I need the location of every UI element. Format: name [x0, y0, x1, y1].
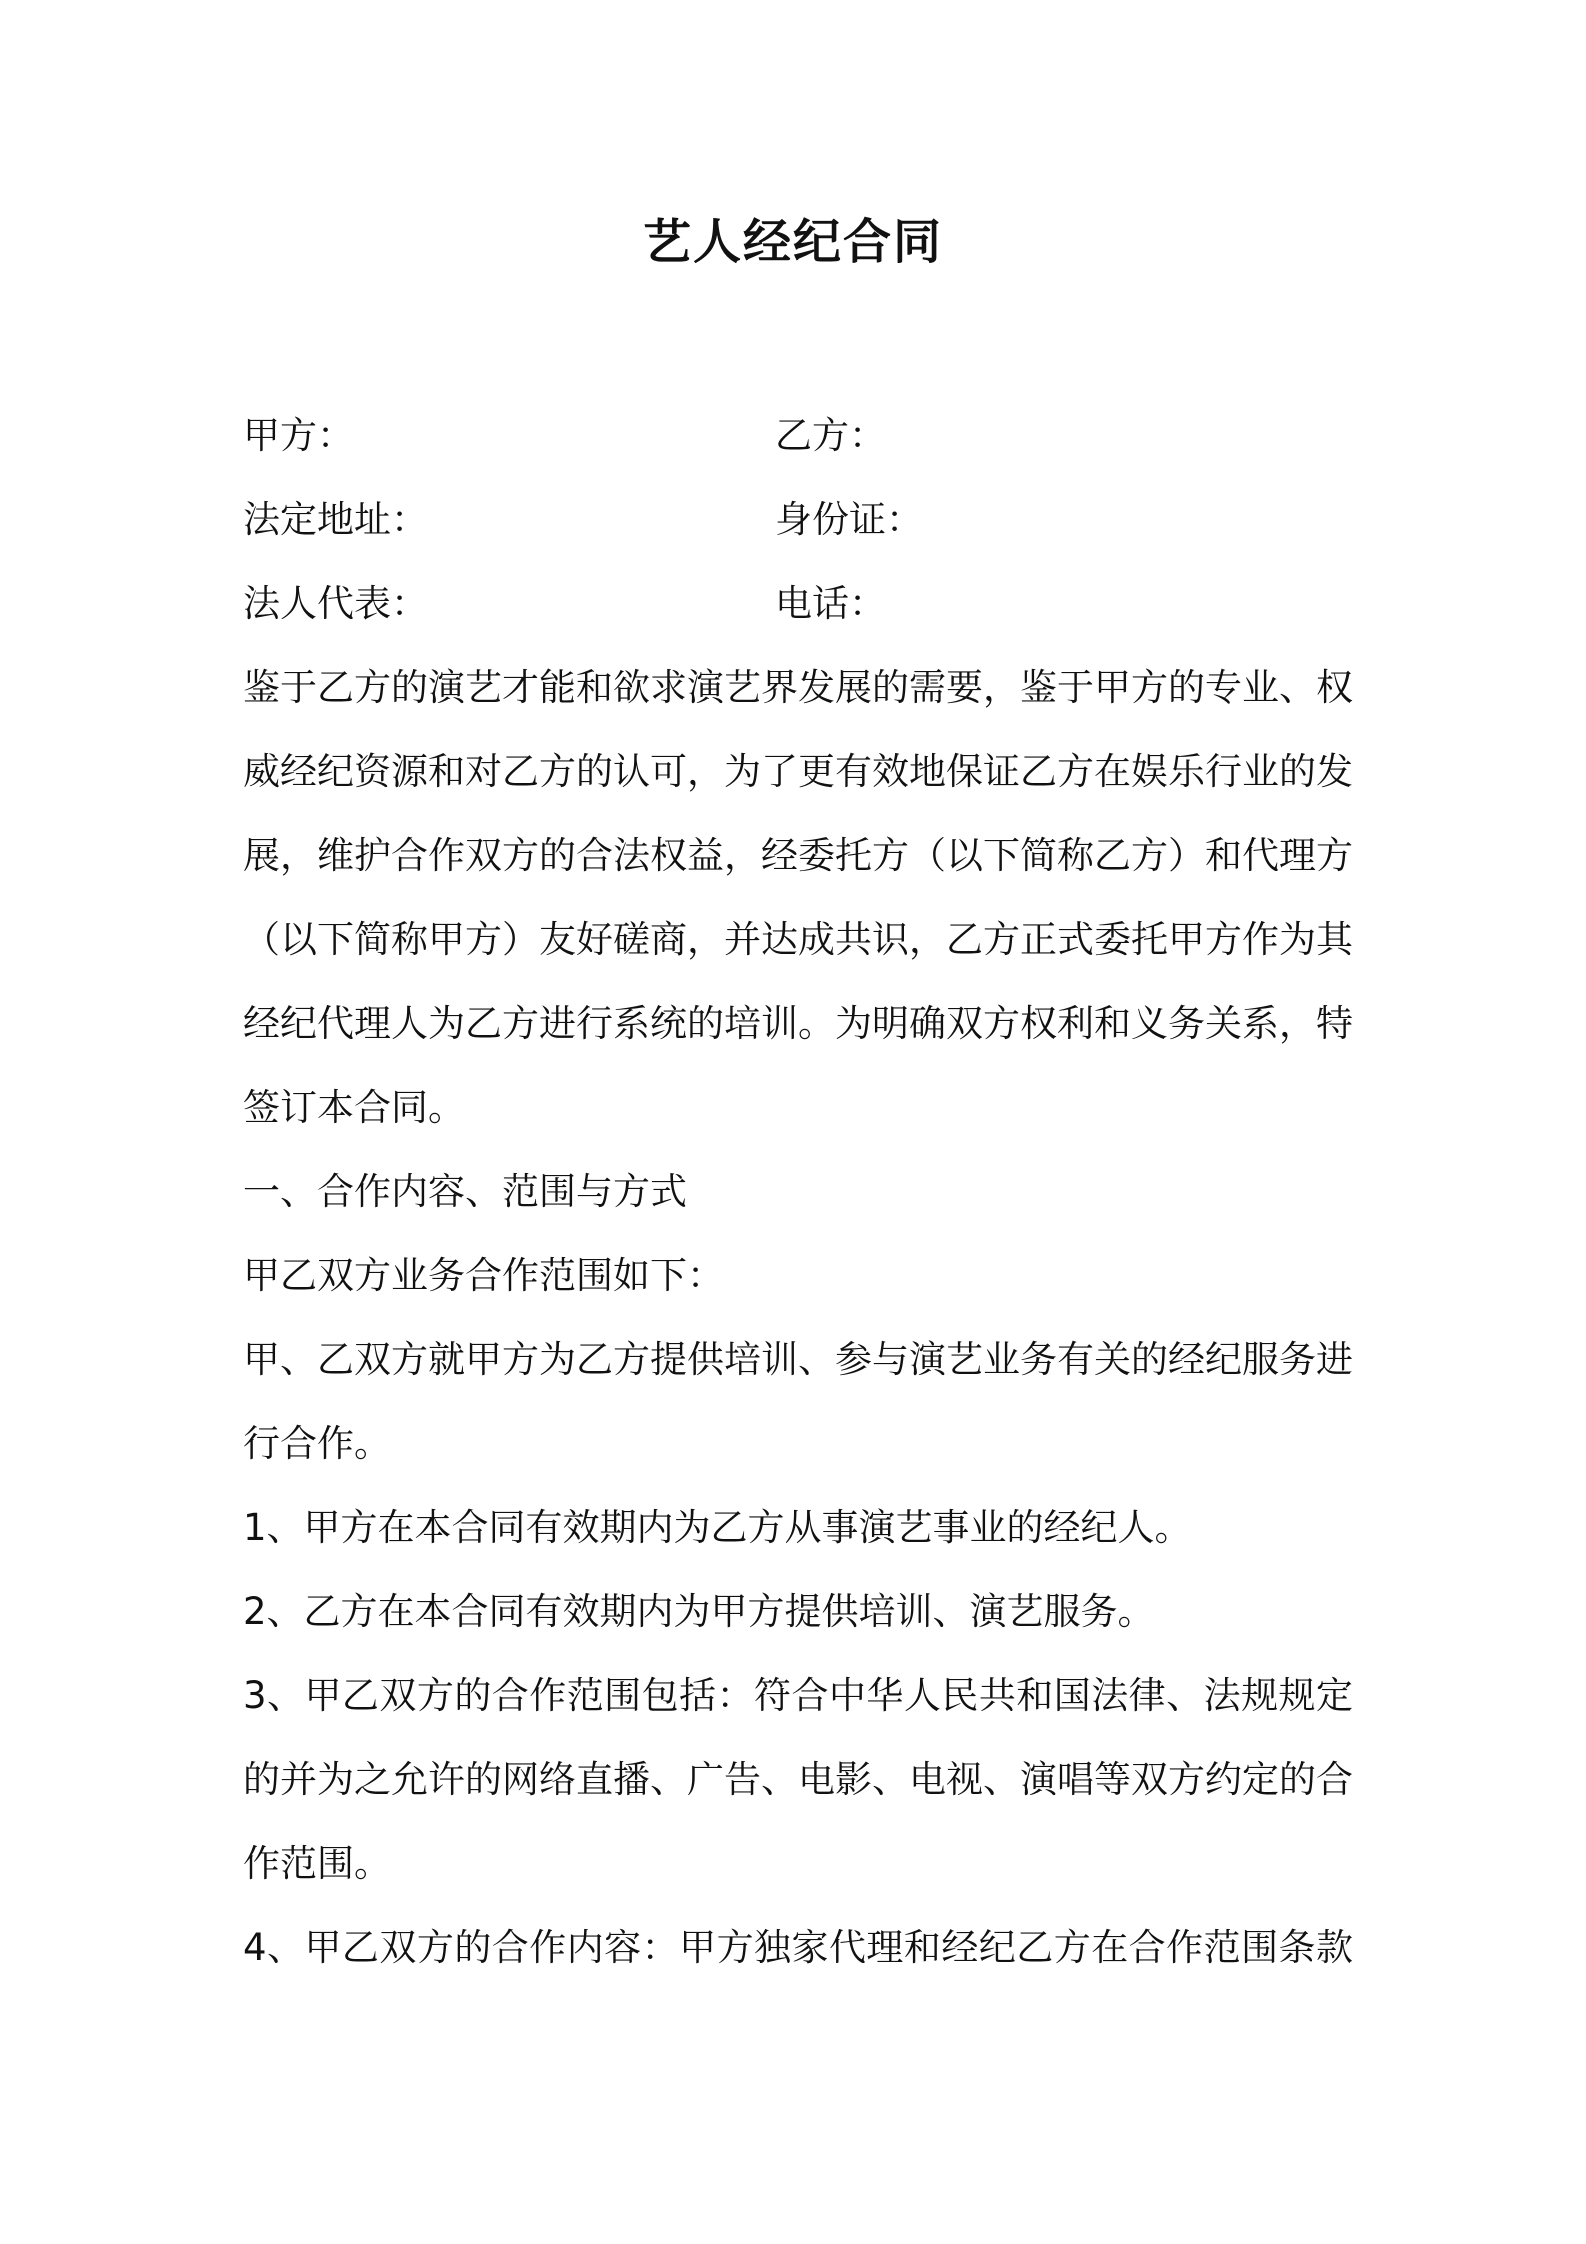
legal-rep-label: 法人代表： [243, 582, 428, 625]
preamble-line: 经纪代理人为乙方进行系统的培训。为明确双方权利和义务关系，特 [243, 1002, 1353, 1045]
clause-item-3-line: 的并为之允许的网络直播、广告、电影、电视、演唱等双方约定的合 [243, 1758, 1353, 1801]
preamble-line: 签订本合同。 [243, 1086, 465, 1129]
clause-item-4: 4、甲乙双方的合作内容：甲方独家代理和经纪乙方在合作范围条款 [243, 1926, 1353, 1969]
document-title: 艺人经纪合同 [642, 214, 943, 270]
preamble-line: （以下简称甲方）友好磋商，并达成共识，乙方正式委托甲方作为其 [243, 918, 1353, 961]
preamble-line: 鉴于乙方的演艺才能和欲求演艺界发展的需要，鉴于甲方的专业、权 [243, 666, 1353, 709]
clause-item-2: 2、乙方在本合同有效期内为甲方提供培训、演艺服务。 [243, 1590, 1155, 1633]
scope-desc-line: 甲、乙双方就甲方为乙方提供培训、参与演艺业务有关的经纪服务进 [243, 1338, 1353, 1381]
phone-label: 电话： [775, 582, 886, 625]
preamble-line: 威经纪资源和对乙方的认可，为了更有效地保证乙方在娱乐行业的发 [243, 750, 1353, 793]
clause-item-3-line: 3、甲乙双方的合作范围包括：符合中华人民共和国法律、法规规定 [243, 1674, 1353, 1717]
id-card-label: 身份证： [775, 498, 923, 541]
legal-address-label: 法定地址： [243, 498, 428, 541]
clause-item-3-line: 作范围。 [243, 1842, 391, 1885]
contract-body [243, 646, 1353, 1990]
scope-intro: 甲乙双方业务合作范围如下： [243, 1254, 724, 1297]
party-a-label: 甲方： [243, 414, 354, 457]
scope-desc-line: 行合作。 [243, 1422, 391, 1465]
clause-item-1: 1、甲方在本合同有效期内为乙方从事演艺事业的经纪人。 [243, 1506, 1192, 1549]
party-b-label: 乙方： [775, 414, 886, 457]
preamble-line: 展，维护合作双方的合法权益，经委托方（以下简称乙方）和代理方 [243, 834, 1353, 877]
section-heading: 一、合作内容、范围与方式 [243, 1170, 687, 1213]
